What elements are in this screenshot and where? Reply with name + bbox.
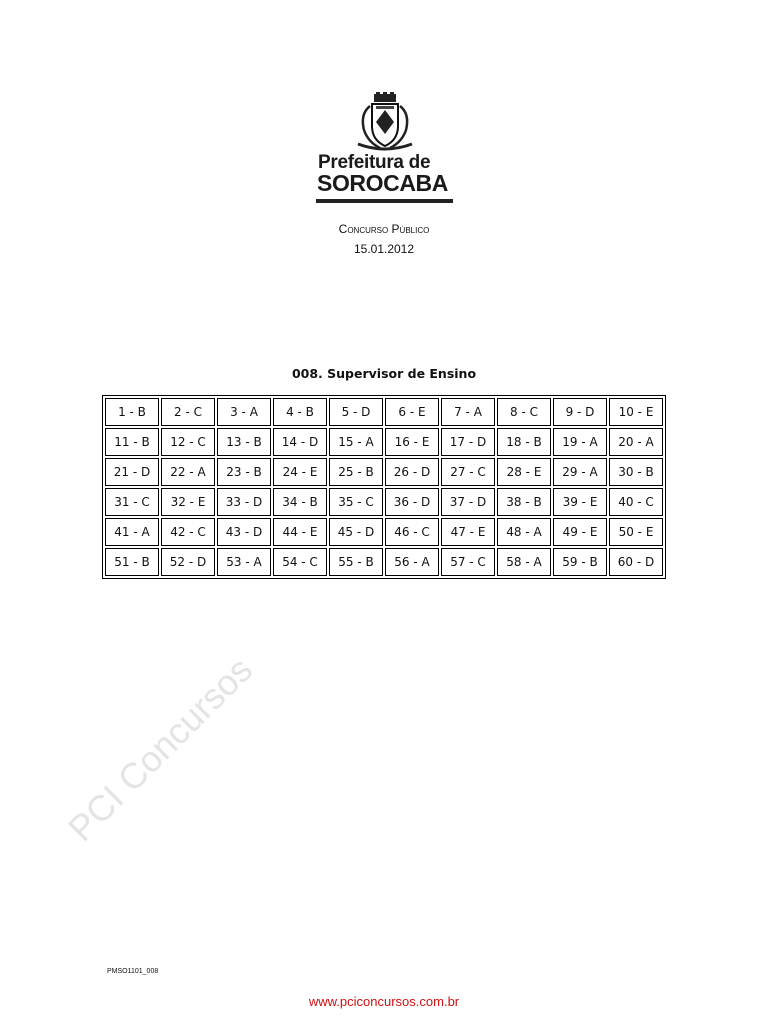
- answer-cell: 55 - B: [329, 548, 383, 576]
- prefeitura-logo: [316, 92, 456, 207]
- answer-cell: 17 - D: [441, 428, 495, 456]
- answer-cell: 11 - B: [105, 428, 159, 456]
- answer-cell: 4 - B: [273, 398, 327, 426]
- table-row: [105, 518, 663, 546]
- answer-cell: 40 - C: [609, 488, 663, 516]
- answer-cell: 10 - E: [609, 398, 663, 426]
- answer-cell: 38 - B: [497, 488, 551, 516]
- answer-cell: 21 - D: [105, 458, 159, 486]
- answer-key-table: [102, 395, 666, 579]
- answer-cell: 1 - B: [105, 398, 159, 426]
- answer-cell: 39 - E: [553, 488, 607, 516]
- answer-cell: 27 - C: [441, 458, 495, 486]
- answer-cell: 16 - E: [385, 428, 439, 456]
- answer-cell: 60 - D: [609, 548, 663, 576]
- answer-cell: 2 - C: [161, 398, 215, 426]
- table-row: [105, 488, 663, 516]
- watermark: PCI Concursos: [60, 648, 261, 849]
- answer-cell: 19 - A: [553, 428, 607, 456]
- answer-cell: 9 - D: [553, 398, 607, 426]
- answer-cell: 34 - B: [273, 488, 327, 516]
- answer-cell: 53 - A: [217, 548, 271, 576]
- answer-cell: 13 - B: [217, 428, 271, 456]
- answer-cell: 59 - B: [553, 548, 607, 576]
- answer-cell: 48 - A: [497, 518, 551, 546]
- logo-line-1: Prefeitura de: [318, 152, 431, 173]
- answer-cell: 54 - C: [273, 548, 327, 576]
- answer-cell: 42 - C: [161, 518, 215, 546]
- answer-cell: 32 - E: [161, 488, 215, 516]
- answer-cell: 43 - D: [217, 518, 271, 546]
- answer-cell: 35 - C: [329, 488, 383, 516]
- answer-cell: 33 - D: [217, 488, 271, 516]
- exam-title: 008. Supervisor de Ensino: [291, 366, 477, 381]
- table-row: [105, 428, 663, 456]
- answer-cell: 37 - D: [441, 488, 495, 516]
- table-row: [105, 548, 663, 576]
- answer-cell: 58 - A: [497, 548, 551, 576]
- answer-cell: 20 - A: [609, 428, 663, 456]
- answer-cell: 51 - B: [105, 548, 159, 576]
- table-row: [105, 398, 663, 426]
- answer-cell: 44 - E: [273, 518, 327, 546]
- answer-cell: 46 - C: [385, 518, 439, 546]
- answer-cell: 31 - C: [105, 488, 159, 516]
- contest-date: 15.01.2012: [353, 242, 415, 256]
- answer-cell: 56 - A: [385, 548, 439, 576]
- answer-cell: 24 - E: [273, 458, 327, 486]
- answer-cell: 30 - B: [609, 458, 663, 486]
- answer-cell: 52 - D: [161, 548, 215, 576]
- answer-cell: 22 - A: [161, 458, 215, 486]
- answer-cell: 47 - E: [441, 518, 495, 546]
- logo-line-2: SOROCABA: [317, 170, 448, 196]
- answer-cell: 29 - A: [553, 458, 607, 486]
- answer-cell: 36 - D: [385, 488, 439, 516]
- answer-cell: 49 - E: [553, 518, 607, 546]
- answer-cell: 3 - A: [217, 398, 271, 426]
- answer-cell: 12 - C: [161, 428, 215, 456]
- answer-cell: 15 - A: [329, 428, 383, 456]
- logo-underline: [316, 199, 453, 203]
- answer-cell: 7 - A: [441, 398, 495, 426]
- answer-cell: 41 - A: [105, 518, 159, 546]
- answer-cell: 28 - E: [497, 458, 551, 486]
- answer-cell: 45 - D: [329, 518, 383, 546]
- footer-link[interactable]: www.pciconcursos.com.br: [308, 994, 460, 1009]
- answer-cell: 5 - D: [329, 398, 383, 426]
- answer-cell: 50 - E: [609, 518, 663, 546]
- coat-of-arms-icon: [350, 92, 420, 152]
- table-row: [105, 458, 663, 486]
- answer-cell: 25 - B: [329, 458, 383, 486]
- answer-cell: 57 - C: [441, 548, 495, 576]
- answer-cell: 6 - E: [385, 398, 439, 426]
- document-code: PMSO1101_008: [107, 968, 159, 975]
- answer-cell: 26 - D: [385, 458, 439, 486]
- answer-cell: 18 - B: [497, 428, 551, 456]
- answer-cell: 8 - C: [497, 398, 551, 426]
- answer-cell: 23 - B: [217, 458, 271, 486]
- answer-cell: 14 - D: [273, 428, 327, 456]
- contest-heading: Concurso Público: [338, 222, 430, 236]
